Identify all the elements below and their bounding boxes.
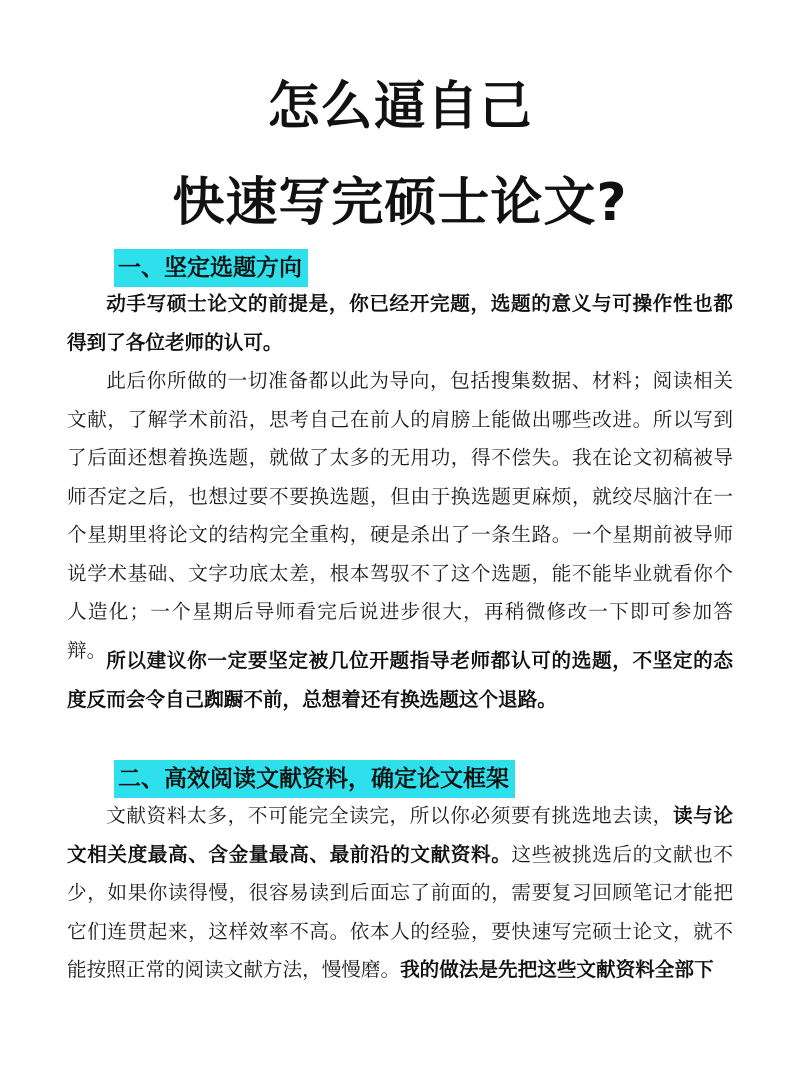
section-1-paragraph-2: 此后你所做的一切准备都以此为导向，包括搜集数据、材料；阅读相关文献，了解学术前沿，思考自己在前人的肩膀上能做出哪些改进。所以写到了后面还想着换选题，就做了太多的无用功，得不偿失。我在论文初稿被导师否定之后，也想过要不要换选题，但由于换选题更麻烦，就绞尽脑汁在一个星期里将论文的结构完全重构，硬是杀出了一条生路。一个星期前被导师说学术基础、文字功底太差，根本驾驭不了这个选题，能不能毕业就看你个人造化；一个星期后导师看完后说进步很大，再稍微修改一下即可参加答辩。 <box>67 369 733 662</box>
page-title-line-2: 快速写完硕士论文? <box>172 173 628 233</box>
section-heading-1: 一、坚定选题方向 <box>114 249 308 287</box>
section-2-text-b: 这些被挑选后的文献也不少，如果你读得慢，很容易读到后面忘了前面的，需要复习回顾笔记才能把它们连贯起来，这样效率不高。依本人的经验，要快速写完硕士论文，就不能按照正常的阅读文献方法，慢慢磨。 <box>67 842 734 981</box>
section-heading-2: 二、高效阅读文献资料，确定论文框架 <box>114 760 515 798</box>
section-1-paragraph-3: 所以建议你一定要坚定被几位开题指导老师都认可的选题，不坚定的态度反而会令自己踟蹰不前，总想着还有换选题这个退路。 <box>67 649 733 711</box>
section-1-paragraph-1: 动手写硕士论文的前提是，你已经开完题，选题的意义与可操作性也都得到了各位老师的认可。 <box>67 292 733 354</box>
page-title-line-1: 怎么逼自己 <box>267 77 533 137</box>
section-2-bold-b: 我的做法是先把这些文献资料全部下 <box>400 958 714 981</box>
section-2-bold-a: 读与论文相关度最高、含金量最高、最前沿的文献资料。 <box>67 804 734 866</box>
section-2-text-a: 文献资料太多，不可能完全读完，所以你必须要有挑选地去读， <box>106 804 673 827</box>
section-2-paragraph-1 <box>67 797 733 990</box>
